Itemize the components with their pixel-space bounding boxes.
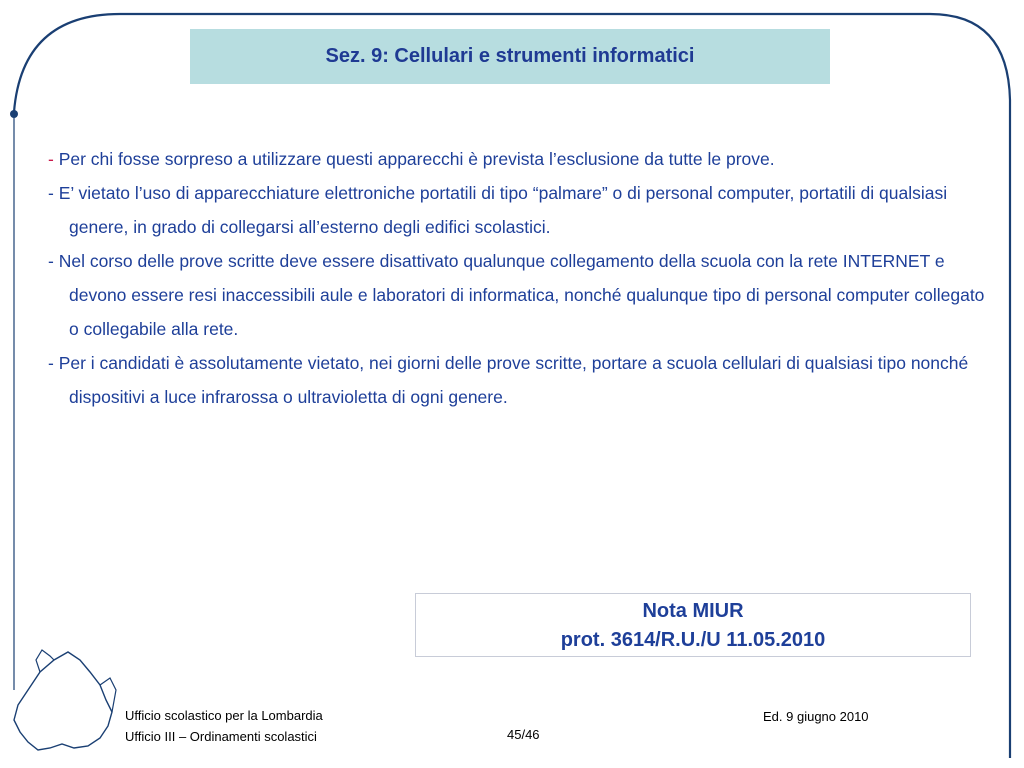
bullet-dash: - (48, 251, 54, 271)
lombardia-map-icon (14, 650, 116, 750)
bullet-dash: - (48, 149, 54, 169)
slide-title: Sez. 9: Cellulari e strumenti informatici (325, 45, 695, 67)
footer-office-line1: Ufficio scolastico per la Lombardia (125, 708, 323, 723)
note-reference: prot. 3614/R.U./U 11.05.2010 (560, 629, 826, 651)
bullet-dash: - (48, 183, 54, 203)
bullet-text: E’ vietato l’uso di apparecchiature elettroniche portatili di tipo “palmare” o di personal computer, portatili di qualsiasi genere, in grado di collegarsi all’esterno degli edifici scolastici. (58, 183, 948, 237)
bullet-item (48, 346, 988, 414)
bullet-list (48, 142, 988, 414)
bullet-dash: - (48, 353, 54, 373)
bullet-text: Nel corso delle prove scritte deve essere disattivato qualunque collegamento della scuola con la rete INTERNET e devono essere resi inaccessibili aule e laboratori di informatica, nonché qualunque tipo di personal computer collegato o collegabile alla rete. (58, 251, 985, 339)
bullet-item (48, 142, 988, 176)
bullet-text: Per chi fosse sorpreso a utilizzare questi apparecchi è prevista l’esclusione da tutte le prove. (58, 149, 775, 169)
note-title: Nota MIUR (642, 600, 744, 622)
note-box (415, 593, 971, 657)
page-number: 45/46 (507, 727, 540, 742)
footer-office (125, 705, 323, 747)
footer-office-line2: Ufficio III – Ordinamenti scolastici (125, 729, 317, 744)
bullet-item (48, 244, 988, 346)
edition-date: Ed. 9 giugno 2010 (763, 709, 869, 724)
bullet-item (48, 176, 988, 244)
bullet-text: Per i candidati è assolutamente vietato, nei giorni delle prove scritte, portare a scuola cellulari di qualsiasi tipo nonché dispositivi a luce infrarossa o ultravioletta di ogni genere. (58, 353, 969, 407)
title-banner (190, 29, 830, 84)
frame-dot (10, 110, 18, 118)
